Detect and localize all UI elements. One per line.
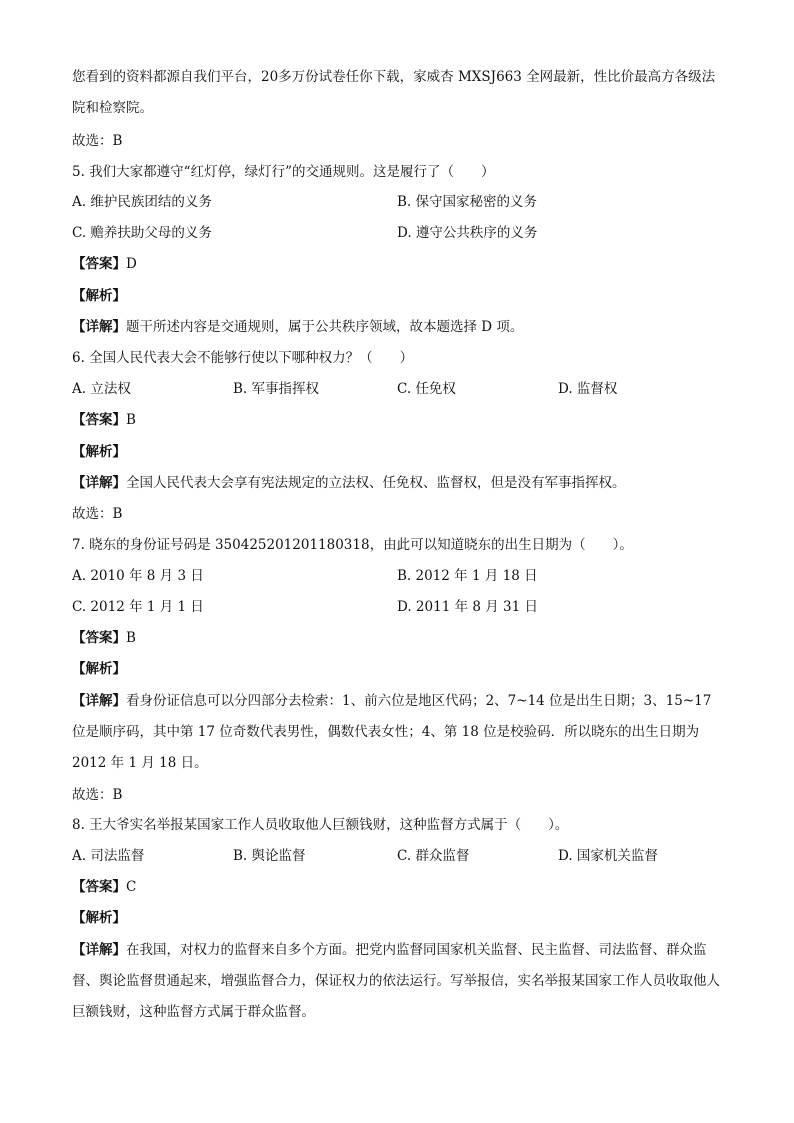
q7-detail-text: 看身份证信息可以分四部分去检索：1、前六位是地区代码；2、7~14 位是出生日期；3、15~17 位是顺序码，其中第 17 位奇数代表男性，偶数代表女性；4、第 18 位是校验码．所以晓东的出生日期为 2012 年 1 月 18 日。	[72, 693, 712, 771]
q6-detail-line	[72, 473, 722, 493]
q8-analysis-label	[72, 908, 722, 928]
q8-analysis-tag: 【解析】	[72, 910, 126, 926]
q8-detail-label: 【详解】	[72, 942, 126, 958]
q7-option-a: A. 2010 年 8 月 3 日	[72, 568, 204, 584]
q8-detail-paragraph	[72, 935, 722, 1028]
q6-option-d: D. 监督权	[558, 381, 618, 397]
q7-option-b: B. 2012 年 1 月 18 日	[397, 568, 538, 584]
q5-option-c: C. 赡养扶助父母的义务	[72, 225, 212, 241]
q7-answer-line	[72, 628, 722, 648]
q5-detail-line	[72, 317, 722, 337]
q5-answer-line	[72, 254, 722, 274]
q7-detail-paragraph	[72, 686, 722, 779]
q6-choice: 故选：B	[72, 506, 123, 522]
q6-answer-line	[72, 410, 722, 430]
q7-stem: 7. 晓东的身份证号码是 350425201201180318，由此可以知道晓东的出生日期为（ ）。	[72, 537, 633, 553]
q6-option-b: B. 军事指挥权	[233, 381, 320, 397]
q6-option-c: C. 任免权	[397, 381, 456, 397]
q6-answer-label: 【答案】	[72, 412, 126, 428]
q8-option-b: B. 舆论监督	[233, 848, 306, 864]
q8-option-d: D. 国家机关监督	[558, 848, 658, 864]
q8-answer-label: 【答案】	[72, 879, 126, 895]
q7-option-d: D. 2011 年 8 月 31 日	[397, 599, 539, 615]
q7-answer-value: B	[126, 630, 136, 646]
q8-stem: 8. 王大爷实名举报某国家工作人员收取他人巨额钱财，这种监督方式属于（ ）。	[72, 817, 569, 833]
q5-analysis-tag: 【解析】	[72, 288, 126, 304]
q6-stem: 6. 全国人民代表大会不能够行使以下哪种权力？（ ）	[72, 350, 414, 366]
q5-detail-text: 题干所述内容是交通规则，属于公共秩序领域，故本题选择 D 项。	[126, 319, 524, 335]
intro-answer-choice: 故选：B	[72, 133, 123, 149]
q5-analysis-label	[72, 286, 722, 306]
q6-detail-label: 【详解】	[72, 475, 126, 491]
q6-analysis-tag: 【解析】	[72, 444, 126, 460]
q8-option-a: A. 司法监督	[72, 848, 145, 864]
q7-option-c: C. 2012 年 1 月 1 日	[72, 599, 204, 615]
q5-stem: 5. 我们大家都遵守“红灯停，绿灯行”的交通规则。这是履行了（ ）	[72, 164, 495, 180]
intro-paragraph: 您看到的资料都源自我们平台，20多万份试卷任你下载，家威杏 MXSJ663 全网最新，性比价最高方各级法院和检察院。	[72, 69, 716, 116]
q8-answer-line	[72, 877, 722, 897]
q6-option-a: A. 立法权	[72, 381, 131, 397]
q5-option-b: B. 保守国家秘密的义务	[397, 194, 538, 210]
q7-analysis-tag: 【解析】	[72, 661, 126, 677]
q7-analysis-label	[72, 659, 722, 679]
q8-detail-text: 在我国，对权力的监督来自多个方面。把党内监督同国家机关监督、民主监督、司法监督、群众监督、舆论监督贯通起来，增强监督合力，保证权力的依法运行。写举报信，实名举报某国家工作人员收取他人巨额钱财，这种监督方式属于群众监督。	[72, 942, 720, 1020]
q5-detail-label: 【详解】	[72, 319, 126, 335]
q8-answer-value: C	[126, 879, 137, 895]
q6-detail-text: 全国人民代表大会享有宪法规定的立法权、任免权、监督权，但是没有军事指挥权。	[126, 475, 626, 491]
q5-answer-value: D	[126, 256, 137, 272]
q5-answer-label: 【答案】	[72, 256, 126, 272]
q7-detail-label: 【详解】	[72, 693, 126, 709]
q5-option-d: D. 遵守公共秩序的义务	[397, 225, 538, 241]
q6-answer-value: B	[126, 412, 136, 428]
q5-option-a: A. 维护民族团结的义务	[72, 194, 212, 210]
q7-answer-label: 【答案】	[72, 630, 126, 646]
q8-option-c: C. 群众监督	[397, 848, 470, 864]
q6-analysis-label	[72, 442, 722, 462]
q7-choice: 故选：B	[72, 787, 123, 803]
